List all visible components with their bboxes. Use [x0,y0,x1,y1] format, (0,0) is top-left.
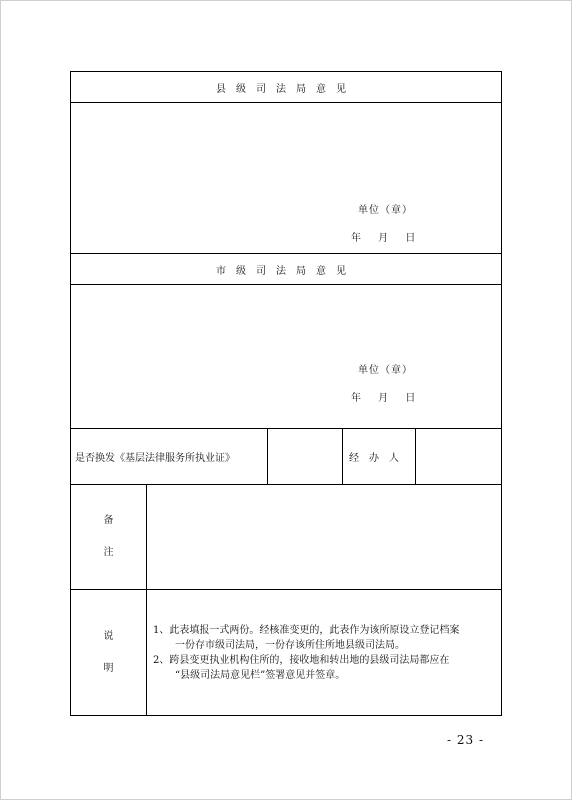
license-renewal-question: 是否换发《基层法律服务所执业证》 [71,429,268,485]
note-line-1: 1、此表填报一式两份。经核准变更的，此表作为该所原设立登记档案 [153,624,460,636]
license-renewal-answer-cell[interactable] [268,429,343,485]
remarks-label-char2: 注 [103,547,114,558]
page-number: - 23 - [447,733,485,747]
county-opinion-title: 县级司法局意见 [71,72,502,103]
form-table [70,71,502,716]
city-date-label: 年 月 日 [351,393,416,404]
notes-label [71,590,147,716]
remarks-label-char1: 备 [103,515,114,526]
city-unit-seal-label: 单位（章） [358,365,413,376]
handler-value-cell[interactable] [416,429,502,485]
note-line-3: 2、跨县变更执业机构住所的，接收地和转出地的县级司法局都应在 [153,654,450,666]
remarks-label [71,485,147,590]
notes-label-char1: 说 [103,630,114,642]
county-opinion-box[interactable] [71,103,502,254]
notes-content [147,590,502,716]
county-unit-seal-label: 单位（章） [358,205,413,216]
county-date-label: 年 月 日 [351,233,416,244]
city-opinion-box[interactable] [71,285,502,429]
handler-label: 经办人 [343,429,416,485]
remarks-content-cell[interactable] [147,485,502,590]
notes-label-char2: 明 [103,662,114,674]
note-line-4: “县级司法局意见栏”签署意见并签章。 [175,669,346,681]
note-line-2: 一份存市级司法局，一份存该所住所地县级司法局。 [175,639,405,651]
city-opinion-title: 市级司法局意见 [71,254,502,285]
